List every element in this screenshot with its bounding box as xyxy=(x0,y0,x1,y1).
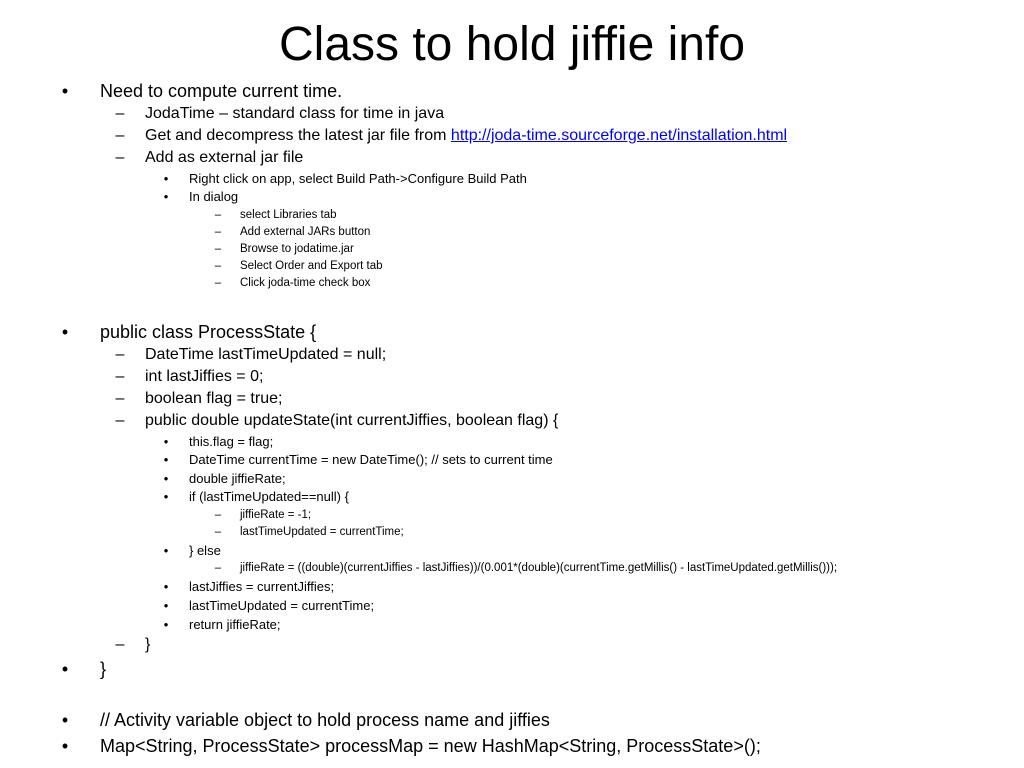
bullet-text: select Libraries tab xyxy=(240,209,337,221)
dash-marker: – xyxy=(115,149,125,166)
bullet-text: public class ProcessState { xyxy=(100,322,317,342)
dash-marker: – xyxy=(214,562,222,574)
dash-marker: – xyxy=(214,226,222,238)
bullet-text: Browse to jodatime.jar xyxy=(240,243,354,255)
bullet-text: Map<String, ProcessState> processMap = new HashMap<String, ProcessState>(); xyxy=(100,736,761,756)
bullet-text: Add as external jar file xyxy=(145,149,304,166)
bullet-text: jiffieRate = ((double)(currentJiffies - lastJiffies))/(0.001*(double)(currentTime.getMillis() - lastTimeUpdated.getMillis())); xyxy=(240,562,838,574)
bullet-text: Right click on app, select Build Path->Configure Build Path xyxy=(189,171,527,186)
bullet-text: DateTime lastTimeUpdated = null; xyxy=(145,346,387,363)
bullet-text: Click joda-time check box xyxy=(240,277,371,289)
bullet-marker: • xyxy=(163,617,169,632)
bullet-text: JodaTime – standard class for time in java xyxy=(145,105,445,122)
bullet-marker: • xyxy=(163,579,169,594)
bullet-text: jiffieRate = -1; xyxy=(240,509,312,521)
bullet-marker: • xyxy=(61,322,69,342)
dash-marker: – xyxy=(214,243,222,255)
slide-title: Class to hold jiffie info xyxy=(278,18,746,71)
bullet-marker: • xyxy=(61,710,69,730)
bullet-marker: • xyxy=(163,452,169,467)
bullet-marker: • xyxy=(61,736,69,756)
bullet-text: // Activity variable object to hold process name and jiffies xyxy=(100,710,550,730)
dash-marker: – xyxy=(214,509,222,521)
bullet-marker: • xyxy=(163,471,169,486)
bullet-text: Need to compute current time. xyxy=(100,81,343,101)
bullet-text: int lastJiffies = 0; xyxy=(145,368,264,385)
bullet-text: this.flag = flag; xyxy=(189,434,274,449)
bullet-marker: • xyxy=(61,81,69,101)
bullet-text: boolean flag = true; xyxy=(145,390,283,407)
dash-marker: – xyxy=(115,390,125,407)
bullet-text: Select Order and Export tab xyxy=(240,260,383,272)
dash-marker: – xyxy=(115,127,125,144)
dash-marker: – xyxy=(115,368,125,385)
bullet-text: In dialog xyxy=(189,189,239,204)
dash-marker: – xyxy=(214,260,222,272)
dash-marker: – xyxy=(115,636,125,653)
bullet-text: return jiffieRate; xyxy=(189,617,281,632)
dash-marker: – xyxy=(214,209,222,221)
bullet-marker: • xyxy=(61,659,69,679)
bullet-marker: • xyxy=(163,543,169,558)
bullet-text-prefix: Get and decompress the latest jar file from xyxy=(145,127,451,144)
bullet-marker: • xyxy=(163,598,169,613)
bullet-text: public double updateState(int currentJiffies, boolean flag) { xyxy=(145,412,559,429)
bullet-text: DateTime currentTime = new DateTime(); // sets to current time xyxy=(189,452,553,467)
joda-time-install-link[interactable]: http://joda-time.sourceforge.net/installation.html xyxy=(450,127,788,144)
bullet-text: } xyxy=(145,636,151,653)
bullet-text: lastTimeUpdated = currentTime; xyxy=(240,526,404,538)
bullet-marker: • xyxy=(163,171,169,186)
bullet-text: Add external JARs button xyxy=(240,226,371,238)
bullet-marker: • xyxy=(163,489,169,504)
bullet-text: if (lastTimeUpdated==null) { xyxy=(189,489,349,504)
dash-marker: – xyxy=(214,277,222,289)
dash-marker: – xyxy=(214,526,222,538)
bullet-text: double jiffieRate; xyxy=(189,471,286,486)
bullet-marker: • xyxy=(163,434,169,449)
dash-marker: – xyxy=(115,412,125,429)
bullet-text: lastTimeUpdated = currentTime; xyxy=(189,598,375,613)
bullet-text: } xyxy=(100,659,107,679)
bullet-marker: • xyxy=(163,189,169,204)
bullet-text: lastJiffies = currentJiffies; xyxy=(189,579,335,594)
dash-marker: – xyxy=(115,346,125,363)
bullet-text: } else xyxy=(189,543,221,558)
bullet-text xyxy=(145,126,787,146)
dash-marker: – xyxy=(115,105,125,122)
